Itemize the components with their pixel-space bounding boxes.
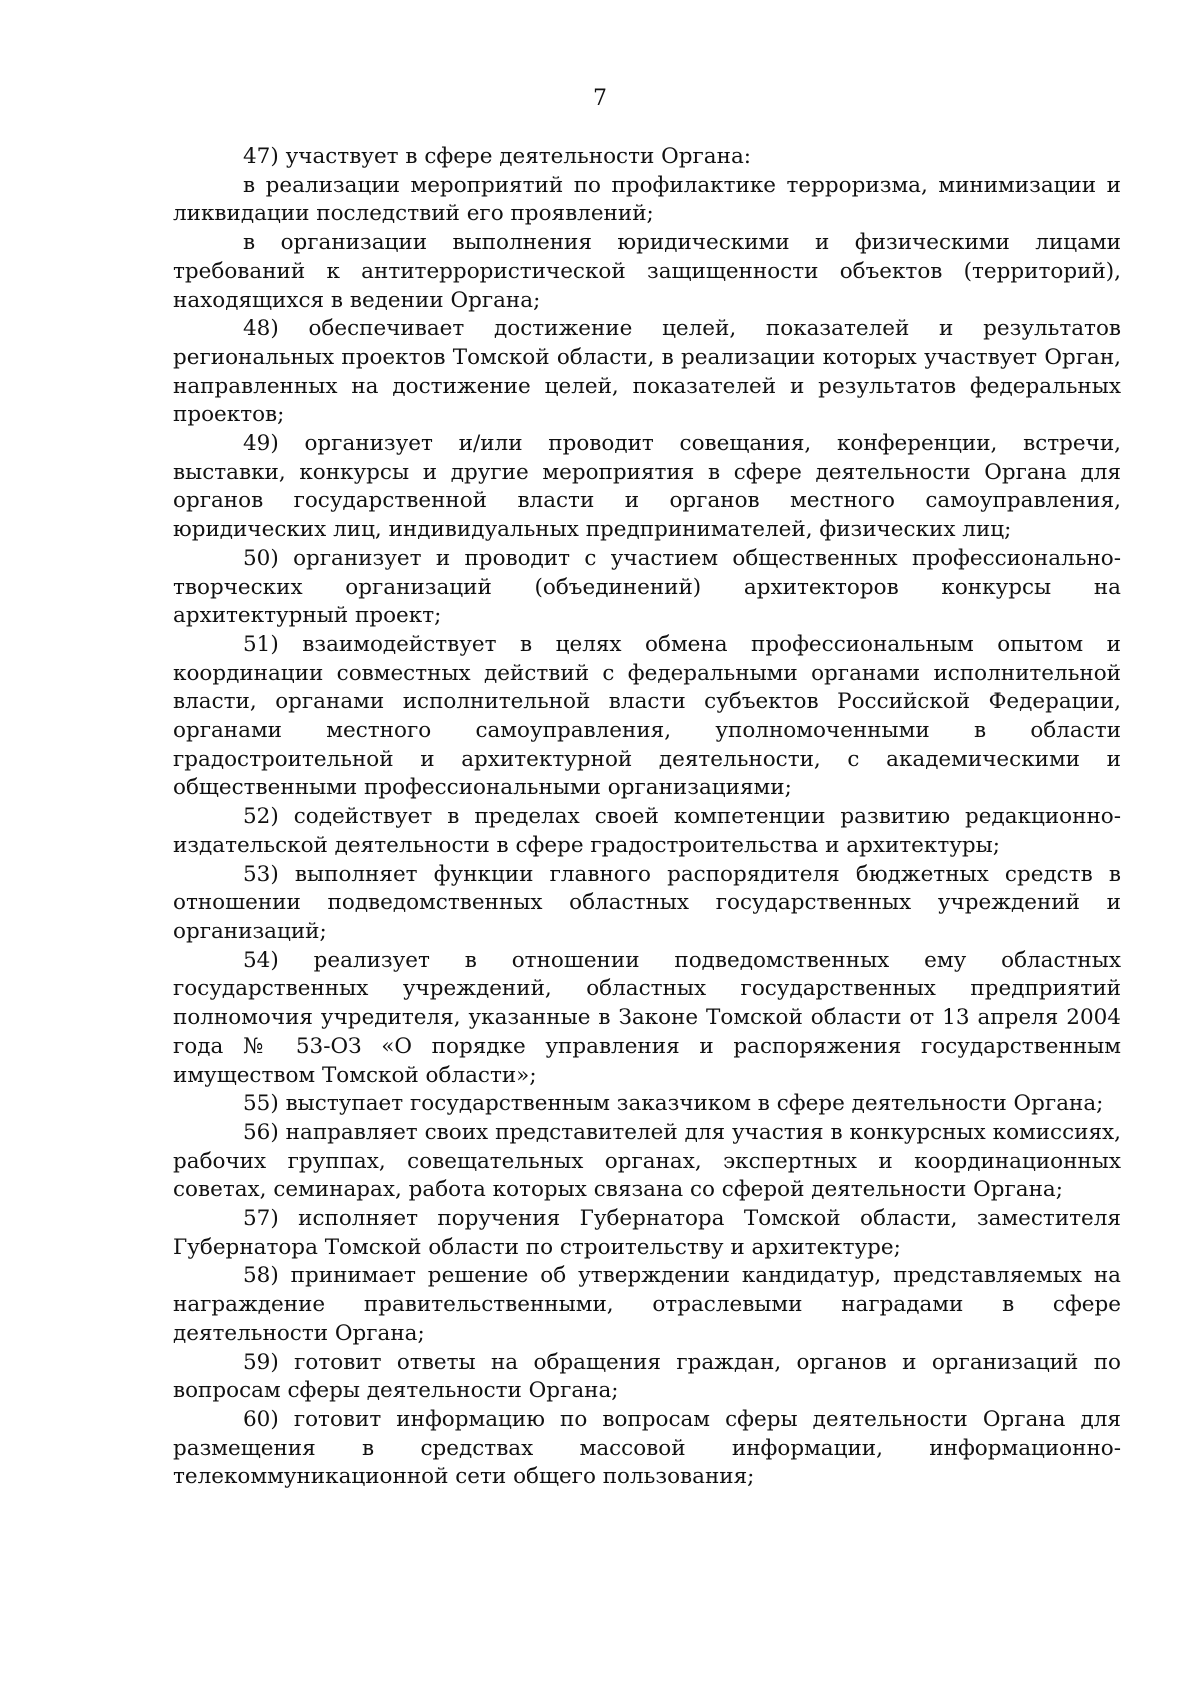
page-number: 7: [593, 86, 607, 111]
paragraph-47-antiterror-security: в организации выполнения юридическими и физическими лицами требований к антитеррористической защищенности объектов (территорий), находящихся в ведении Органа;: [173, 230, 1121, 313]
paragraph-52: 52) содействует в пределах своей компетенции развитию редакционно-издательской деятельности в сфере градостроительства и архитектуры;: [173, 804, 1121, 858]
paragraph-55: 55) выступает государственным заказчиком в сфере деятельности Органа;: [243, 1091, 1104, 1117]
paragraph-60: 60) готовит информацию по вопросам сферы деятельности Органа для размещения в средствах массовой информации, информационно-телекоммуникационной сети общего пользования;: [173, 1406, 1121, 1490]
paragraph-51: 51) взаимодействует в целях обмена профессиональным опытом и координации совместных действий с федеральными органами исполнительной власти, органами исполнительной власти субъектов Российской Федерации, органами местного самоуправления, уполномоченными в области градостроительной и архитектурной деятельности, с академическими и общественными профессиональными организациями;: [173, 631, 1121, 801]
paragraph-56: 56) направляет своих представителей для участия в конкурсных комиссиях, рабочих группах, совещательных органах, экспертных и координационных советах, семинарах, работа которых связана со сферой деятельности Органа;: [173, 1119, 1121, 1203]
paragraph-47-terrorism-prevention: в реализации мероприятий по профилактике терроризма, минимизации и ликвидации последствий его проявлений;: [173, 172, 1121, 227]
paragraph-57: 57) исполняет поручения Губернатора Томской области, заместителя Губернатора Томской области по строительству и архитектуре;: [173, 1206, 1121, 1260]
paragraph-50: 50) организует и проводит с участием общественных профессионально-творческих организаций (объединений) архитекторов конкурсы на архитектурный проект;: [173, 545, 1121, 629]
paragraph-53: 53) выполняет функции главного распорядителя бюджетных средств в отношении подведомственных областных государственных учреждений и организаций;: [173, 861, 1121, 944]
paragraph-47: 47) участвует в сфере деятельности Органа:: [243, 144, 752, 169]
paragraph-54: 54) реализует в отношении подведомственных ему областных государственных учреждений, областных государственных предприятий полномочия учредителя, указанные в Законе Томской области от 13 апреля 2004 года № 53-ОЗ «О порядке управления и распоряжения государственным имуществом Томской области»;: [173, 947, 1121, 1088]
paragraph-58: 58) принимает решение об утверждении кандидатур, представляемых на награждение правительственными, отраслевыми наградами в сфере деятельности Органа;: [173, 1263, 1121, 1346]
paragraph-48: 48) обеспечивает достижение целей, показателей и результатов региональных проектов Томской области, в реализации которых участвует Орган, направленных на достижение целей, показателей и результатов федеральных проектов;: [173, 316, 1121, 428]
paragraph-59: 59) готовит ответы на обращения граждан, органов и организаций по вопросам сферы деятельности Органа;: [173, 1349, 1121, 1404]
document-body: [173, 143, 1121, 1492]
paragraph-49: 49) организует и/или проводит совещания, конференции, встречи, выставки, конкурсы и другие мероприятия в сфере деятельности Органа для органов государственной власти и органов местного самоуправления, юридических лиц, индивидуальных предпринимателей, физических лиц;: [173, 431, 1121, 543]
